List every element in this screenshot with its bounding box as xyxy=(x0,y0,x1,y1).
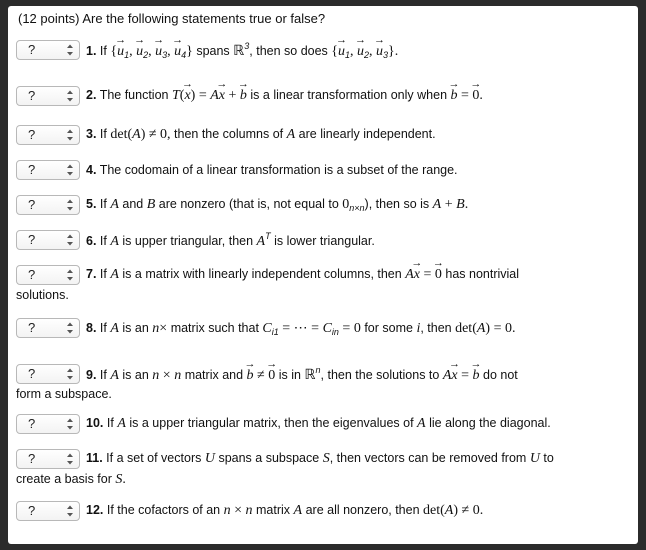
chevron-updown-icon xyxy=(66,321,74,335)
question-10 xyxy=(8,413,638,435)
answer-select-3[interactable] xyxy=(16,125,80,145)
chevron-updown-icon xyxy=(66,89,74,103)
answer-select-4[interactable] xyxy=(16,160,80,180)
chevron-updown-icon xyxy=(66,128,74,142)
answer-select-1[interactable] xyxy=(16,40,80,60)
answer-select-8[interactable] xyxy=(16,318,80,338)
select-value: ? xyxy=(28,127,36,142)
question-text: 9. If A is an n × n matrix and → b ≠ → 0 is in ℝ$^n$, then the solutions to A→ x = → b do not xyxy=(86,365,518,384)
chevron-updown-icon xyxy=(66,417,74,431)
question-11 xyxy=(8,448,638,488)
select-value: ? xyxy=(28,366,36,381)
select-value: ? xyxy=(28,503,36,518)
question-8 xyxy=(8,317,638,339)
question-text-continued: create a basis for S. xyxy=(16,472,126,487)
question-7 xyxy=(8,264,638,303)
question-text: 10. If A is a upper triangular matrix, then the eigenvalues of A lie along the diagonal. xyxy=(86,416,551,431)
question-text-continued: solutions. xyxy=(16,288,69,302)
question-text: 5. If A and B are nonzero (that is, not equal to $0_{n\times n}$), then so is A + B. xyxy=(86,197,469,213)
answer-select-10[interactable] xyxy=(16,414,80,434)
answer-select-6[interactable] xyxy=(16,230,80,250)
question-5 xyxy=(8,194,638,216)
question-text: 11. If a set of vectors U spans a subspace S, then vectors can be removed from U to xyxy=(86,451,554,466)
select-value: ? xyxy=(28,267,36,282)
question-1 xyxy=(8,39,638,61)
select-value: ? xyxy=(28,197,36,212)
select-value: ? xyxy=(28,162,36,177)
chevron-updown-icon xyxy=(66,43,74,57)
question-text: 1. If {→ $u_1$, → $u_2$, → $u_3$, → $u_4$} spans ℝ$^3$, then so does {→ $u_1$, → $u_2$, → $u_3$}. xyxy=(86,41,398,60)
question-3 xyxy=(8,124,638,146)
chevron-updown-icon xyxy=(66,452,74,466)
question-4 xyxy=(8,159,638,181)
question-6 xyxy=(8,229,638,251)
question-text-continued: form a subspace. xyxy=(16,387,112,401)
question-text: 7. If A is a matrix with linearly independent columns, then A→ x = → 0 has nontrivial xyxy=(86,267,519,283)
chevron-updown-icon xyxy=(66,198,74,212)
select-value: ? xyxy=(28,232,36,247)
answer-select-11[interactable] xyxy=(16,449,80,469)
question-text: 8. If A is an n× matrix such that $C_{i1}$ = ⋯ = $C_{in} = 0$ for some i, then det(A) = 0. xyxy=(86,320,516,337)
question-9 xyxy=(8,363,638,402)
question-text: 2. The function T(→ x) = A→ x + → b is a linear transformation only when → b = → 0. xyxy=(86,88,483,104)
question-text: 4. The codomain of a linear transformation is a subset of the range. xyxy=(86,163,458,177)
answer-select-9[interactable] xyxy=(16,364,80,384)
answer-select-7[interactable] xyxy=(16,265,80,285)
page-title: (12 points) Are the following statements true or false? xyxy=(18,11,326,26)
select-value: ? xyxy=(28,416,36,431)
question-12 xyxy=(8,500,638,522)
select-value: ? xyxy=(28,88,36,103)
answer-select-12[interactable] xyxy=(16,501,80,521)
chevron-updown-icon xyxy=(66,367,74,381)
select-value: ? xyxy=(28,451,36,466)
select-value: ? xyxy=(28,42,36,57)
question-text: 6. If A is upper triangular, then $A^T$ is lower triangular. xyxy=(86,230,375,249)
select-value: ? xyxy=(28,320,36,335)
answer-select-2[interactable] xyxy=(16,86,80,106)
chevron-updown-icon xyxy=(66,233,74,247)
question-text: 3. If det(A) ≠ 0, then the columns of A are linearly independent. xyxy=(86,127,436,142)
question-text: 12. If the cofactors of an n × n matrix A are all nonzero, then det(A) ≠ 0. xyxy=(86,503,484,518)
chevron-updown-icon xyxy=(66,163,74,177)
question-2 xyxy=(8,85,638,107)
quiz-panel xyxy=(8,6,638,544)
chevron-updown-icon xyxy=(66,504,74,518)
answer-select-5[interactable] xyxy=(16,195,80,215)
chevron-updown-icon xyxy=(66,268,74,282)
